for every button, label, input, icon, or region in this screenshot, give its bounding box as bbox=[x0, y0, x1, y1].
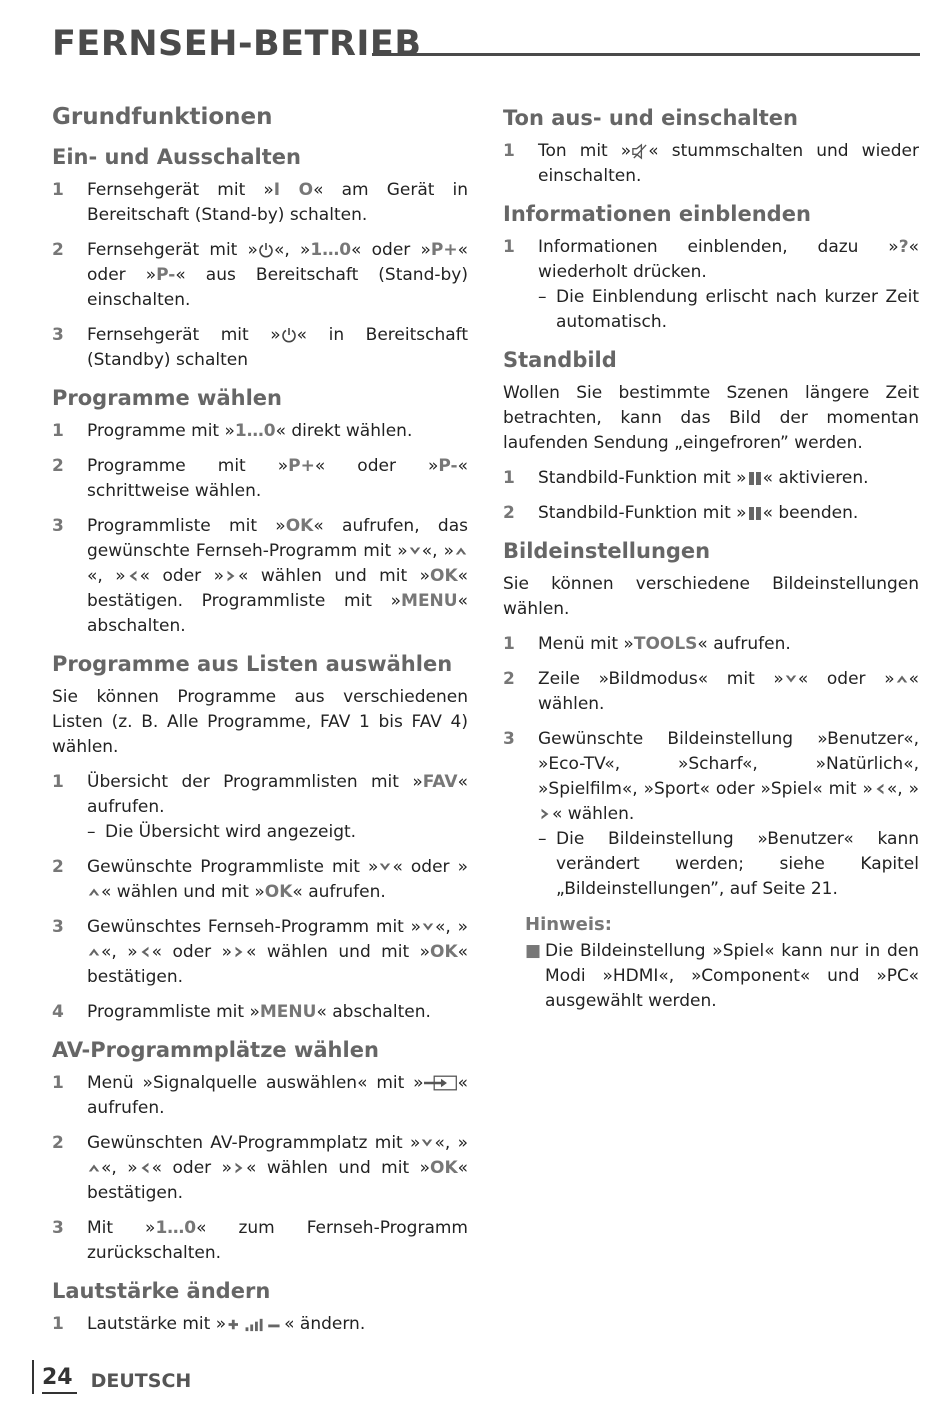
step-text: « wählen und mit » bbox=[246, 942, 430, 962]
step-number: 3 bbox=[52, 325, 64, 345]
step-text: « aufrufen. bbox=[87, 772, 468, 817]
right-column bbox=[503, 100, 919, 1014]
step-text: « oder » bbox=[87, 240, 469, 285]
step-info-1 bbox=[503, 235, 919, 335]
step-select-1 bbox=[52, 419, 468, 444]
arrow-up-icon bbox=[87, 945, 101, 959]
step-number: 1 bbox=[503, 468, 515, 488]
step-text: « wiederholt drücken. bbox=[538, 237, 919, 282]
left-column bbox=[52, 100, 468, 1347]
power-icon bbox=[258, 242, 274, 258]
step-text: « aufrufen. bbox=[292, 882, 386, 902]
title-rule bbox=[372, 53, 920, 56]
bullet-square-icon: ■ bbox=[525, 941, 542, 961]
step-lists-1 bbox=[52, 770, 468, 845]
arrow-left-icon bbox=[138, 1161, 152, 1175]
number-keys-label: 1…0 bbox=[155, 1218, 197, 1238]
arrow-down-icon bbox=[378, 860, 392, 874]
step-text: Mit » bbox=[87, 1218, 156, 1238]
step-text: «, » bbox=[101, 942, 138, 962]
step-select-2 bbox=[52, 454, 468, 504]
step-text: Lautstärke mit » bbox=[87, 1314, 227, 1334]
step-text: « wählen und mit » bbox=[101, 882, 265, 902]
step-text: Menü »Signalquelle auswählen« mit » bbox=[87, 1073, 424, 1093]
step-text: « oder » bbox=[392, 857, 468, 877]
dash-marker: – bbox=[538, 829, 547, 849]
fav-key-label: FAV bbox=[422, 772, 458, 792]
step-text: « direkt wählen. bbox=[275, 421, 413, 441]
heading-av-slots: AV-Programmplätze wählen bbox=[52, 1038, 379, 1062]
step-text: Standbild-Funktion mit » bbox=[538, 468, 747, 488]
arrow-right-icon bbox=[224, 569, 238, 583]
heading-select-programs: Programme wählen bbox=[52, 386, 282, 410]
ok-key-label: OK bbox=[264, 882, 293, 902]
step-text: « bestätigen. Programmliste mit » bbox=[87, 566, 469, 611]
arrow-right-icon bbox=[232, 945, 246, 959]
step-number: 1 bbox=[52, 421, 64, 441]
still-intro: Wollen Sie bestimmte Szenen längere Zeit betrachten, kann das Bild der momentan laufenden Sendung „eingefroren” werden. bbox=[503, 383, 919, 453]
step-picture-1 bbox=[503, 632, 919, 657]
step-picture-2 bbox=[503, 667, 919, 717]
step-text: « ändern. bbox=[284, 1314, 366, 1334]
step-text: « aktivieren. bbox=[762, 468, 869, 488]
step-number: 1 bbox=[52, 772, 64, 792]
step-av-3 bbox=[52, 1216, 468, 1266]
step-text: Gewünschten AV-Programmplatz mit » bbox=[87, 1133, 421, 1153]
step-text: Ton mit » bbox=[538, 141, 632, 161]
step-on-off-2 bbox=[52, 238, 468, 313]
heading-mute: Ton aus- und einschalten bbox=[503, 106, 799, 130]
step-on-off-3 bbox=[52, 323, 468, 373]
step-select-3 bbox=[52, 514, 468, 639]
step-text: «, » bbox=[886, 779, 920, 799]
step-text: « wählen. bbox=[552, 804, 635, 824]
step-av-2 bbox=[52, 1131, 468, 1206]
step-text: « abschalten. bbox=[87, 591, 468, 636]
step-text: « aufrufen. bbox=[87, 1073, 468, 1118]
step-lists-3 bbox=[52, 915, 468, 990]
arrow-up-icon bbox=[87, 885, 101, 899]
step-text: « beenden. bbox=[762, 503, 859, 523]
ok-key-label: OK bbox=[430, 942, 458, 962]
heading-on-off: Ein- und Ausschalten bbox=[52, 145, 301, 169]
step-text: « oder » bbox=[797, 669, 895, 689]
arrow-right-icon bbox=[232, 1161, 246, 1175]
p-plus-key-label: P+ bbox=[288, 456, 315, 476]
step-volume-1 bbox=[52, 1312, 468, 1337]
arrow-right-icon bbox=[538, 807, 552, 821]
step-text: « oder » bbox=[314, 456, 439, 476]
step-text: « bestätigen. bbox=[87, 1158, 469, 1203]
step-number: 1 bbox=[52, 1314, 64, 1334]
heading-program-lists: Programme aus Listen auswählen bbox=[52, 652, 453, 676]
heading-still: Standbild bbox=[503, 348, 617, 372]
step-number: 1 bbox=[503, 141, 515, 161]
step-number: 2 bbox=[52, 857, 64, 877]
picture-intro: Sie können verschiedene Bildeinstellungen wählen. bbox=[503, 574, 919, 619]
arrow-left-icon bbox=[138, 945, 152, 959]
step-text: Informationen einblenden, dazu » bbox=[538, 237, 899, 257]
pause-icon bbox=[747, 505, 763, 521]
step-number: 2 bbox=[503, 669, 515, 689]
ok-key-label: OK bbox=[285, 516, 314, 536]
hint-text: Die Bildeinstellung »Spiel« kann nur in den Modi »HDMI«, »Component« und »PC« ausgewählt werden. bbox=[545, 941, 919, 1011]
footer-bar bbox=[32, 1360, 34, 1394]
source-input-icon bbox=[424, 1074, 458, 1092]
arrow-up-icon bbox=[87, 1161, 101, 1175]
step-text: Fernsehgerät mit » bbox=[87, 240, 258, 260]
step-subtext: Die Einblendung erlischt nach kurzer Zeit automatisch. bbox=[556, 287, 919, 332]
step-text: «, » bbox=[435, 917, 468, 937]
step-text: Übersicht der Programmlisten mit » bbox=[87, 772, 423, 792]
step-number: 3 bbox=[52, 516, 64, 536]
p-minus-key-label: P- bbox=[438, 456, 458, 476]
step-text: « schrittweise wählen. bbox=[87, 456, 468, 501]
number-keys-label: 1…0 bbox=[310, 240, 352, 260]
p-plus-key-label: P+ bbox=[430, 240, 458, 260]
dash-marker: – bbox=[87, 822, 96, 842]
pause-icon bbox=[747, 470, 763, 486]
arrow-left-icon bbox=[873, 782, 887, 796]
hint-label: Hinweis: bbox=[525, 914, 612, 935]
power-icon bbox=[281, 327, 297, 343]
step-text: Zeile »Bildmodus« mit » bbox=[538, 669, 784, 689]
step-number: 3 bbox=[52, 1218, 64, 1238]
step-text: « am Gerät in Bereitschaft (Stand-by) schalten. bbox=[87, 180, 468, 225]
hint-note bbox=[525, 939, 919, 1014]
step-text: « wählen und mit » bbox=[246, 1158, 430, 1178]
mute-icon bbox=[631, 143, 648, 160]
step-text: Standbild-Funktion mit » bbox=[538, 503, 747, 523]
step-still-2 bbox=[503, 501, 919, 526]
arrow-up-icon bbox=[454, 544, 468, 558]
step-text: « aufrufen, das gewünschte Fernseh-Programm mit » bbox=[87, 516, 468, 561]
step-number: 1 bbox=[503, 634, 515, 654]
step-number: 1 bbox=[52, 180, 64, 200]
step-number: 2 bbox=[52, 1133, 64, 1153]
tools-key-label: TOOLS bbox=[633, 634, 698, 654]
step-text: « oder » bbox=[151, 1158, 233, 1178]
page-number: 24 bbox=[42, 1364, 77, 1394]
step-text: Menü mit » bbox=[538, 634, 634, 654]
step-lists-2 bbox=[52, 855, 468, 905]
step-text: Gewünschtes Fernseh-Programm mit » bbox=[87, 917, 422, 937]
arrow-up-icon bbox=[895, 672, 909, 686]
arrow-down-icon bbox=[784, 672, 798, 686]
step-still-1 bbox=[503, 466, 919, 491]
menu-key-label: MENU bbox=[401, 591, 458, 611]
menu-key-label: MENU bbox=[259, 1002, 317, 1022]
heading-picture: Bildeinstellungen bbox=[503, 539, 711, 563]
step-text: «, » bbox=[87, 566, 126, 586]
section-title: Grundfunktionen bbox=[52, 104, 273, 130]
step-text: Fernsehgerät mit » bbox=[87, 180, 274, 200]
step-number: 3 bbox=[503, 729, 515, 749]
step-text: « abschalten. bbox=[316, 1002, 431, 1022]
step-text: « zum Fernseh-Programm zurückschalten. bbox=[87, 1218, 468, 1263]
step-text: Gewünschte Bildeinstellung »Benutzer«, »Eco-TV«, »Scharf«, »Natürlich«, »Spielfilm«, »Sport« oder »Spiel« mit » bbox=[538, 729, 919, 799]
step-lists-4 bbox=[52, 1000, 468, 1025]
step-number: 1 bbox=[52, 1073, 64, 1093]
arrow-down-icon bbox=[421, 920, 435, 934]
arrow-left-icon bbox=[126, 569, 140, 583]
step-text: «, » bbox=[101, 1158, 138, 1178]
heading-volume: Lautstärke ändern bbox=[52, 1279, 271, 1303]
step-text: « oder » bbox=[351, 240, 431, 260]
heading-info: Informationen einblenden bbox=[503, 202, 811, 226]
volume-icon bbox=[226, 1316, 284, 1333]
step-text: « aufrufen. bbox=[697, 634, 791, 654]
step-number: 2 bbox=[52, 240, 64, 260]
step-text: Gewünschte Programmliste mit » bbox=[87, 857, 379, 877]
step-text: « bestätigen. bbox=[87, 942, 469, 987]
step-text: « in Bereitschaft (Standby) schalten bbox=[87, 325, 468, 370]
arrow-down-icon bbox=[420, 1136, 434, 1150]
step-picture-3 bbox=[503, 727, 919, 902]
step-text: « aus Bereitschaft (Stand-by) einschalten. bbox=[87, 265, 468, 310]
step-text: « wählen. bbox=[538, 669, 919, 714]
step-text: Fernsehgerät mit » bbox=[87, 325, 281, 345]
footer-language: DEUTSCH bbox=[90, 1370, 192, 1392]
step-text: Programmliste mit » bbox=[87, 516, 286, 536]
step-text: Programme mit » bbox=[87, 456, 289, 476]
step-number: 1 bbox=[503, 237, 515, 257]
step-text: « wählen und mit » bbox=[238, 566, 430, 586]
step-text: Programmliste mit » bbox=[87, 1002, 260, 1022]
step-av-1 bbox=[52, 1071, 468, 1121]
step-mute-1 bbox=[503, 139, 919, 189]
dash-marker: – bbox=[538, 287, 547, 307]
arrow-down-icon bbox=[408, 544, 422, 558]
step-text: « stummschalten und wieder einschalten. bbox=[538, 141, 920, 186]
step-text: «, » bbox=[434, 1133, 468, 1153]
step-text: « oder » bbox=[139, 566, 225, 586]
step-on-off-1 bbox=[52, 178, 468, 228]
step-text: «, » bbox=[273, 240, 311, 260]
page-title: FERNSEH-BETRIEB bbox=[52, 24, 422, 64]
ok-key-label: OK bbox=[430, 1158, 458, 1178]
lists-intro: Sie können Programme aus verschiedenen Listen (z. B. Alle Programme, FAV 1 bis FAV 4) wählen. bbox=[52, 687, 468, 757]
page-footer bbox=[32, 1360, 191, 1394]
step-subtext: Die Übersicht wird angezeigt. bbox=[105, 822, 357, 842]
standby-key-label: I O bbox=[273, 180, 314, 200]
p-minus-key-label: P- bbox=[156, 265, 176, 285]
step-number: 2 bbox=[52, 456, 64, 476]
step-text: « oder » bbox=[151, 942, 233, 962]
step-subtext: Die Bildeinstellung »Benutzer« kann verändert werden; siehe Kapitel „Bildeinstellungen”, auf Seite 21. bbox=[556, 829, 919, 899]
step-number: 4 bbox=[52, 1002, 64, 1022]
step-number: 2 bbox=[503, 503, 515, 523]
step-text: Programme mit » bbox=[87, 421, 235, 441]
step-number: 3 bbox=[52, 917, 64, 937]
ok-key-label: OK bbox=[430, 566, 458, 586]
info-key-label: ? bbox=[898, 237, 909, 257]
step-text: «, » bbox=[421, 541, 454, 561]
number-keys-label: 1…0 bbox=[234, 421, 276, 441]
